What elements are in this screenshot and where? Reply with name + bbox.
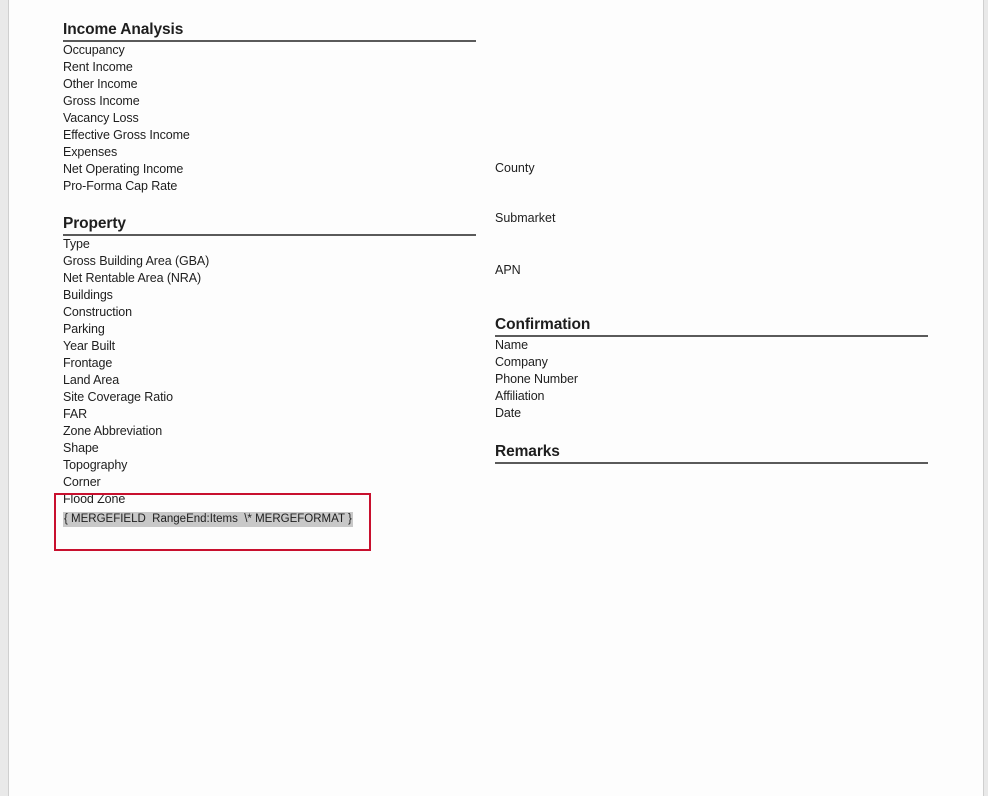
field-label: Construction <box>63 305 132 319</box>
apn-label: APN <box>495 263 521 277</box>
field-label: Flood Zone <box>63 492 126 506</box>
field-label: Company <box>495 355 548 369</box>
income-analysis-heading: Income Analysis <box>63 21 476 42</box>
field-label: FAR <box>63 407 88 421</box>
field-label: Net Rentable Area (NRA) <box>63 271 202 285</box>
confirmation-section <box>495 316 928 422</box>
document-page[interactable] <box>8 0 984 796</box>
field-label: Date <box>495 406 522 420</box>
field-label: Other Income <box>63 77 138 91</box>
field-label: Occupancy <box>63 43 125 57</box>
field-label: Gross Building Area (GBA) <box>63 254 210 268</box>
field-label: Buildings <box>63 288 113 302</box>
field-label: Expenses <box>63 145 118 159</box>
property-heading: Property <box>63 215 476 236</box>
field-label: Zone Abbreviation <box>63 424 163 438</box>
submarket-label: Submarket <box>495 211 556 225</box>
field-label: Pro-Forma Cap Rate <box>63 179 178 193</box>
field-label: Parking <box>63 322 105 336</box>
field-label: Topography <box>63 458 128 472</box>
remarks-section <box>495 443 928 464</box>
county-label: County <box>495 161 535 175</box>
confirmation-fields <box>495 337 928 422</box>
field-label: Shape <box>63 441 99 455</box>
field-label: Name <box>495 338 528 352</box>
confirmation-heading: Confirmation <box>495 316 928 337</box>
field-label: Net Operating Income <box>63 162 184 176</box>
field-label: Land Area <box>63 373 120 387</box>
income-analysis-section <box>63 21 476 195</box>
field-label: Year Built <box>63 339 116 353</box>
property-fields <box>63 236 476 527</box>
field-label: Frontage <box>63 356 113 370</box>
property-section <box>63 215 476 527</box>
field-label: Type <box>63 237 90 251</box>
field-label: Gross Income <box>63 94 140 108</box>
field-label: Affiliation <box>495 389 545 403</box>
field-label: Corner <box>63 475 101 489</box>
field-label: Effective Gross Income <box>63 128 190 142</box>
field-label: Phone Number <box>495 372 578 386</box>
income-analysis-fields <box>63 42 476 195</box>
field-label: Vacancy Loss <box>63 111 139 125</box>
field-label: Site Coverage Ratio <box>63 390 173 404</box>
merge-field[interactable]: { MERGEFIELD RangeEnd:Items \* MERGEFORMAT } <box>64 513 352 525</box>
remarks-heading: Remarks <box>495 443 928 464</box>
field-label: Rent Income <box>63 60 133 74</box>
highlight-box <box>54 493 371 551</box>
